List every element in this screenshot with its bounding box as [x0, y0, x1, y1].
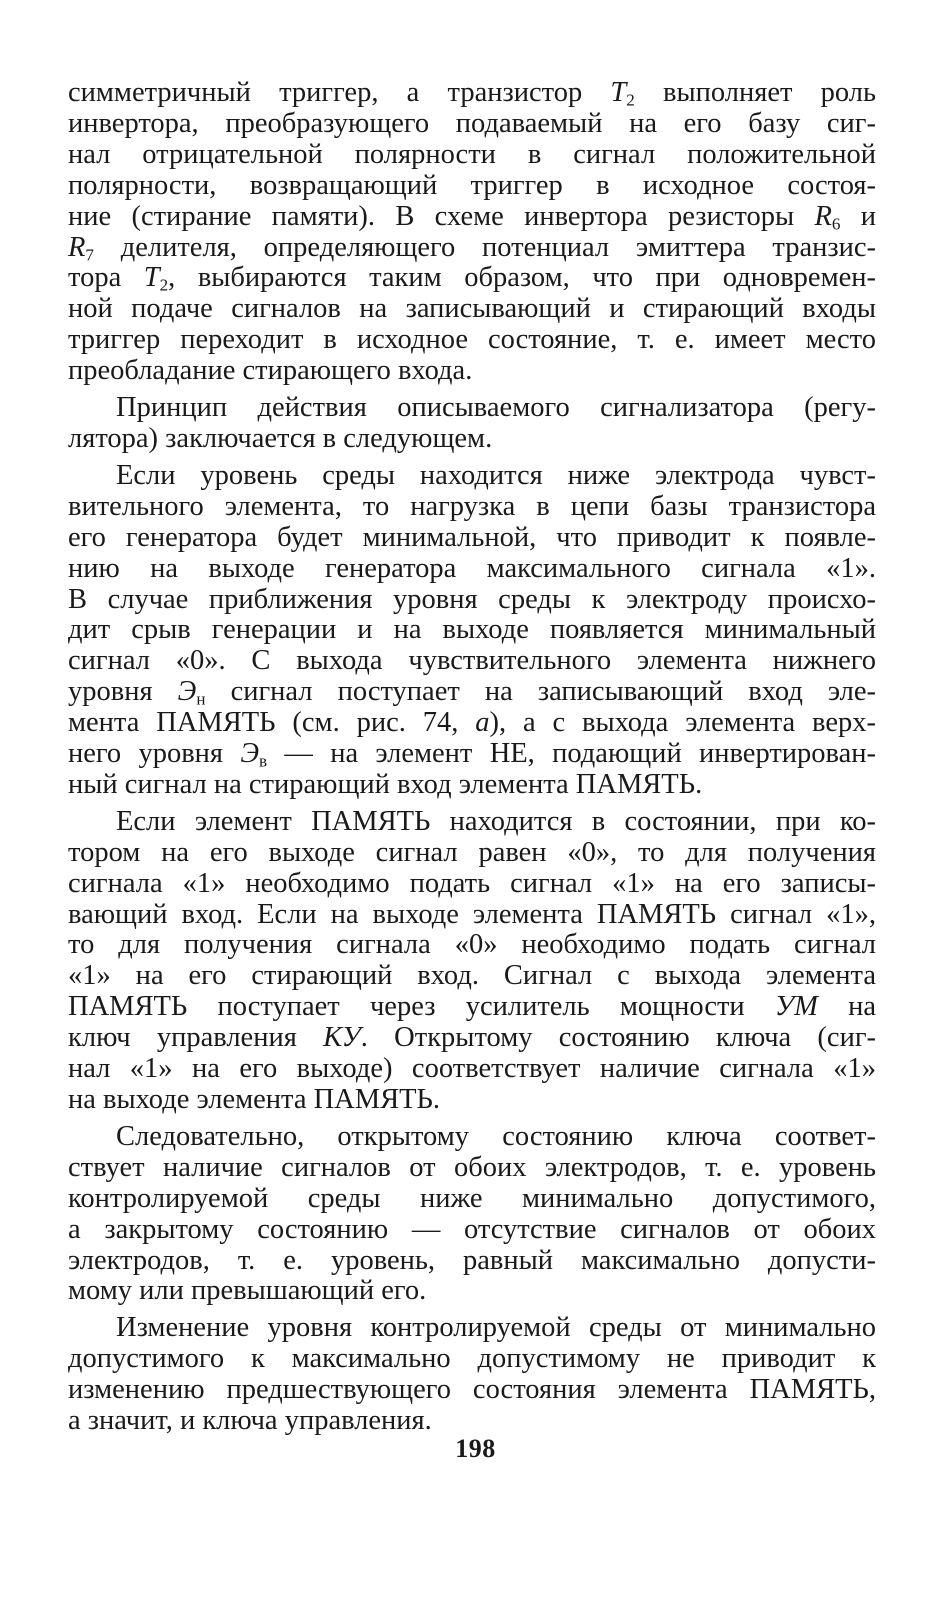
- text-line: ние (стирание памяти). В схеме инвертора резисторы $R_6$ и: [68, 200, 876, 233]
- text-line: вительного элемента, то нагрузка в цепи базы транзистора: [68, 490, 876, 522]
- text-line: мому или превышающий его.: [68, 1275, 427, 1307]
- text-line: Принцип действия описываемого сигнализатора (регу-: [116, 392, 876, 424]
- text-line: сигнала «1» необходимо подать сигнал «1» на его записы-: [68, 867, 876, 899]
- text-line: ствует наличие сигналов от обоих электродов, т. е. уровень: [68, 1151, 876, 1183]
- text-line: тором на его выходе сигнал равен «0», то для получения: [68, 836, 876, 868]
- text-line: электродов, т. е. уровень, равный максимально допусти-: [68, 1244, 876, 1276]
- paragraph: [68, 1313, 876, 1437]
- text-line: контролируемой среды ниже минимально допустимого,: [68, 1182, 876, 1214]
- text-line: Изменение уровня контролируемой среды от минимально: [116, 1312, 876, 1344]
- text-line: нал «1» на его выходе) соответствует наличие сигнала «1»: [68, 1053, 876, 1085]
- text-line: него уровня $Э_в$ — на элемент НЕ, подающий инвертирован-: [68, 738, 876, 771]
- paragraph: [68, 393, 876, 455]
- text-line: инвертора, преобразующего подаваемый на его базу сиг-: [68, 107, 876, 139]
- page-body: [68, 78, 876, 1437]
- text-line: мента ПАМЯТЬ (см. рис. 74, а), а с выхода элемента верх-: [68, 707, 876, 739]
- paragraph: [68, 461, 876, 801]
- text-line: триггер переходит в исходное состояние, т. е. имеет место: [68, 324, 876, 356]
- page-number: 198: [455, 1434, 496, 1463]
- paragraph: [68, 807, 876, 1116]
- text-line: сигнал «0». С выхода чувствительного элемента нижнего: [68, 645, 876, 677]
- text-line: Следовательно, открытому состоянию ключа соответ-: [116, 1120, 876, 1152]
- text-line: $R_7$ делителя, определяющего потенциал эмиттера транзис-: [68, 231, 876, 264]
- text-line: то для получения сигнала «0» необходимо подать сигнал: [68, 929, 876, 961]
- text-line: вающий вход. Если на выходе элемента ПАМЯТЬ сигнал «1»,: [68, 898, 876, 930]
- text-line: на выходе элемента ПАМЯТЬ.: [68, 1084, 441, 1115]
- text-line: нию на выходе генератора максимального сигнала «1».: [68, 552, 876, 584]
- text-line: его генератора будет минимальной, что приводит к появле-: [68, 521, 876, 553]
- text-line: ной подаче сигналов на записывающий и стирающий входы: [68, 293, 876, 325]
- text-line: нал отрицательной полярности в сигнал положительной: [68, 138, 876, 170]
- text-line: тора $T_2$, выбираются таким образом, что при одновремен-: [68, 262, 877, 295]
- text-line: ный сигнал на стирающий вход элемента ПАМЯТЬ.: [68, 768, 703, 800]
- text-line: ПАМЯТЬ поступает через усилитель мощности УМ на: [68, 991, 876, 1023]
- text-line: а значит, и ключа управления.: [68, 1405, 432, 1437]
- text-line: уровня $Э_н$ сигнал поступает на записывающий вход эле-: [68, 676, 876, 709]
- text-line: преобладание стирающего входа.: [68, 355, 473, 387]
- paragraph: [68, 78, 876, 387]
- text-line: Если уровень среды находится ниже электрода чувст-: [116, 459, 876, 491]
- text-line: Если элемент ПАМЯТЬ находится в состоянии, при ко-: [116, 805, 876, 837]
- text-line: В случае приближения уровня среды к электроду происхо-: [68, 583, 876, 615]
- text-line: лятора) заключается в следующем.: [68, 422, 493, 454]
- paragraph: [68, 1122, 876, 1307]
- text-line: допустимого к максимально допустимому не приводит к: [68, 1343, 876, 1375]
- text-line: ключ управления КУ. Открытому состоянию ключа (сиг-: [68, 1022, 877, 1054]
- text-line: симметричный триггер, а транзистор $T_2$ выполняет роль: [68, 77, 877, 110]
- text-line: дит срыв генерации и на выходе появляется минимальный: [68, 614, 876, 646]
- text-line: полярности, возвращающий триггер в исходное состоя-: [68, 169, 876, 201]
- text-line: «1» на его стирающий вход. Сигнал с выхода элемента: [68, 960, 876, 992]
- text-line: а закрытому состоянию — отсутствие сигналов от обоих: [68, 1213, 876, 1245]
- text-line: изменению предшествующего состояния элемента ПАМЯТЬ,: [68, 1374, 876, 1406]
